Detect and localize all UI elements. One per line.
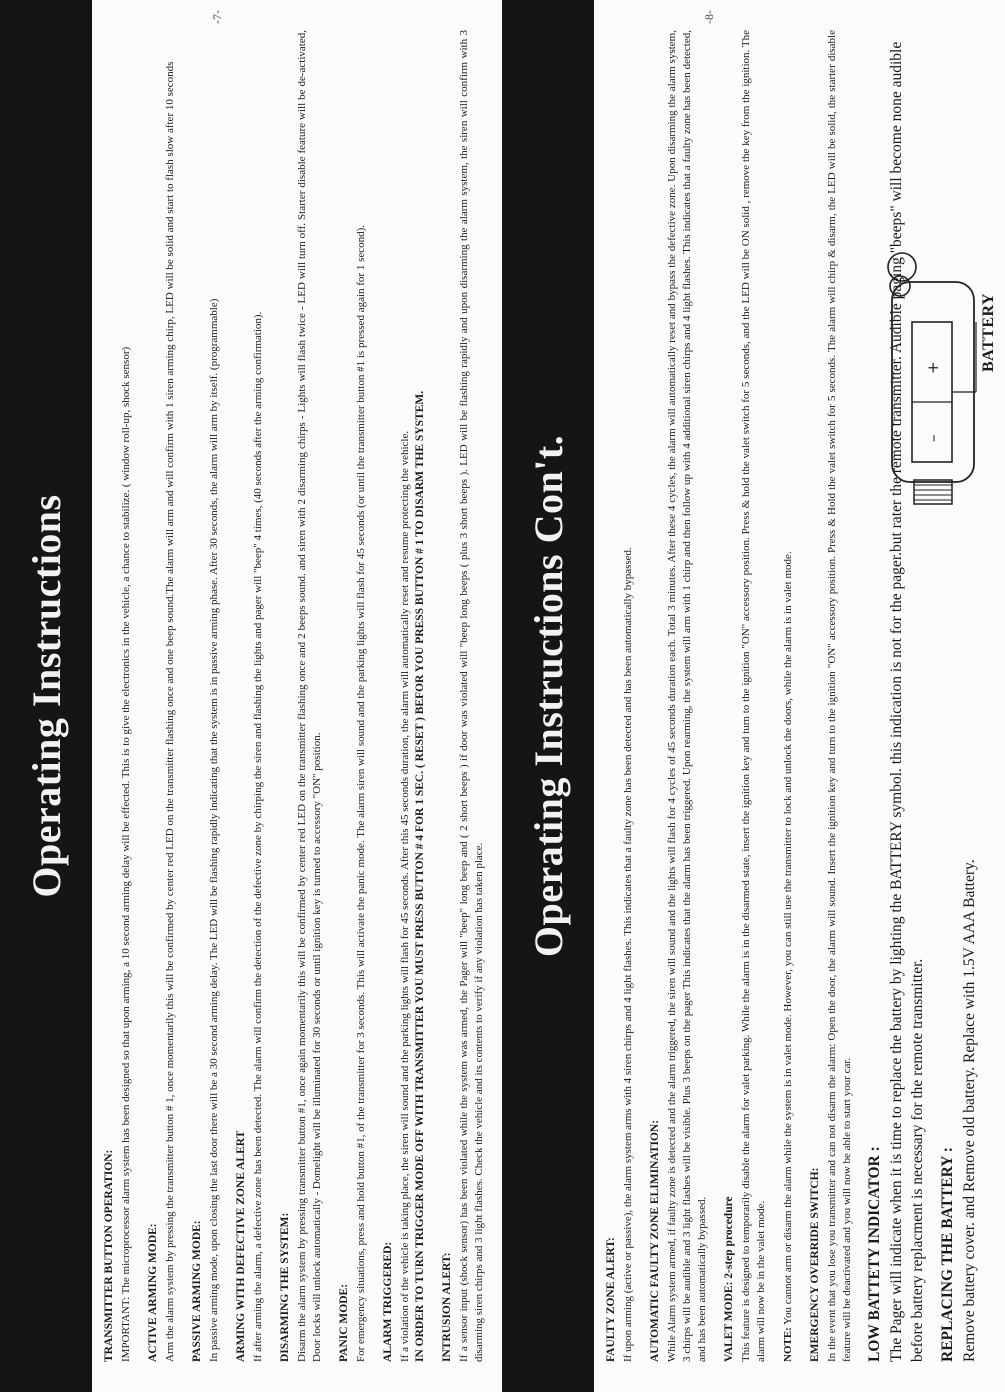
section-heading: ALARM TRIGGERED: <box>382 1241 394 1362</box>
section-transmitter-button-operation <box>102 30 134 1362</box>
section-emergency-override-switch <box>808 30 855 1362</box>
section-valet-mode <box>722 30 769 1362</box>
section-heading: FAULTY ZONE ALERT: <box>605 1237 617 1362</box>
section-disarming-the-system <box>278 30 325 1362</box>
section-alarm-triggered <box>381 30 428 1362</box>
note-label: NOTE: <box>782 1327 794 1362</box>
page-title: Operating Instructions Con't. <box>502 0 594 1392</box>
battery-minus: – <box>924 434 942 442</box>
section-intrusion-alert <box>440 30 487 1362</box>
section-active-arming-mode <box>146 30 178 1362</box>
battery-illustration <box>882 232 982 522</box>
section-heading: DISARMING THE SYSTEM: <box>279 1212 291 1362</box>
section-body: If upon arming (active or passive), the alarm system arms with 4 siren chirps and 4 light flashes. This indicates that a faulty zone has been detected and has been automatically bypassed. <box>622 547 634 1362</box>
section-body: If a sensor input (shock sensor) has been violated while the system was armed, the Pager will "beep" long beep and ( 2 short beeps ) if door was violated will "beep long beeps ( plus 3 short beeps ). LED will be flashing rapidly and upon disarming the alarm system, the siren will confirm with 3 disarming siren chirps and 3 light flashes. Check the vehicle and its contents to verify if any violation has taken place. <box>458 30 485 1362</box>
section-heading: LOW BATTETY INDICATOR : <box>866 1146 883 1362</box>
section-heading: INTRUSION ALERT: <box>441 1252 453 1362</box>
page-number: -7- <box>210 10 224 24</box>
section-faulty-zone-alert <box>604 30 636 1362</box>
section-body: This feature is designed to temporarily disable the alarm for valet parking. While the alarm is in the disarmed state, insert the ignition key and turn to the ignition "ON" accessory position. Press & hold the valet switch for 5 seconds, and the LED will be ON solid , remove the key from the ignition. The alarm will now be in the valet mode. <box>740 30 767 1362</box>
section-heading: TRANSMITTER BUTTON OPERATION: <box>103 1149 115 1362</box>
section-body: In passive arming mode, upon closing the last door there will be a 30 second arming delay. The LED will be flashing rapidly indicating that the system is in passive arming phase. After 30 seconds, the alarm will arm by itself. (programmable) <box>208 298 220 1362</box>
section-body: Disarm the alarm system by pressing transmitter button #1, once again momentarily this will be confirmed by center red LED on the transmitter flashing once and 2 beeps sound. and siren with 2 disarming chirps - Lights will flash twice - LED will turn off. Starter disable feature will be de-activated, Door locks will unlock automatically - Domelight will be illuminated for 30 seconds or until ignition key is turned to accessory "ON" position. <box>296 30 323 1362</box>
left-page-content <box>102 30 484 1362</box>
section-passive-arming-mode <box>190 30 222 1362</box>
left-page <box>0 0 502 1392</box>
section-body: Arm the alarm system by pressing the transmitter button # 1, once momentarily this will be confirmed by center red LED on the transmitter flashing once and one beep sound.The alarm will arm and will confirm with 1 siren arming chirp, LED will be solid and start to flash slow after 10 seconds <box>164 61 176 1362</box>
section-arming-with-defective-zone <box>234 30 266 1362</box>
page-title: Operating Instructions <box>0 0 92 1392</box>
section-body: For emergency situations, press and hold button #1, of the transmitter for 3 seconds. This will activate the panic mode. The alarm siren will sound and the parking lights will flash for 45 seconds (or until the transmitter button #1 is pressed again for 1 second). <box>355 224 367 1362</box>
section-panic-mode <box>337 30 369 1362</box>
section-body: If a violation of the vehicle is taking place, the siren will sound and the parking lights will flash for 45 seconds. After this 45 seconds duration, the alarm will automatically reset and resume protecting the vehicle. <box>399 430 411 1362</box>
section-automatic-faulty-zone-elimination <box>648 30 710 1362</box>
section-body: The Pager will indicate when it is time to replace the battery by lighting the BATTERY symbol. this indication is not for the pager.but rater the remote transmitter. Audible paging "beeps" will become none audible before battery replacment is necessary for the remote transmitter. <box>888 41 926 1362</box>
section-heading: PANIC MODE: <box>338 1283 350 1362</box>
section-body: IMPORTANT: The microprocessor alarm system has been designed so that upon arming, a 10 second arming delay will be effected. This is to give the electronics in the vehicle, a chance to stabilize. ( window roll-up, shock sensor) <box>120 346 132 1362</box>
battery-diagram <box>882 232 997 522</box>
section-low-battery-indicator <box>867 30 928 1362</box>
section-heading: PASSIVE ARMING MODE: <box>191 1220 203 1362</box>
note-text: You cannot arm or disarm the alarm while the system is in valet mode. However, you can still use the transmitter to lock and unlock the doors, while the alarm is in valet mode. <box>782 551 794 1325</box>
right-page <box>502 0 1005 1392</box>
section-heading: AUTOMATIC FAULTY ZONE ELIMINATION: <box>649 1119 661 1362</box>
section-heading: REPLACING THE BATTERY : <box>939 1147 956 1362</box>
section-body: If after arming the alarm, a defective zone has been detected. The alarm will confirm the detection of the defective zone by chirping the siren and flashing the lights and pager will "beep" 4 times, (40 seconds after the arming confirmation). <box>252 311 264 1362</box>
section-body: While Alarm system armed, if faulty zone is detected and the alarm triggered, the siren will sound and the lights will flash for 4 cycles of 45 seconds duration each. Total 3 minutes. After these 4 cycles, the alarm will automatically reset and bypass the defective zone. Upon disarming the alarm system, 3 chirps will be audible and 3 light flashes will be visible. Plus 3 beeps on the pager This indicates that the alarm has been triggered. Upon rearming, the system will arm with 1 chirp and then follow up with 4 additional siren chirps and 4 light flashes. This indicates that a faulty zone has been detected, and has been automatically bypassed. <box>666 30 708 1362</box>
battery-plus: + <box>924 361 942 374</box>
section-body: In the event that you lose you transmitter and can not disarm the alarm: Open the door, the alarm will sound. Insert the ignition key and turn to the ignition "ON" accessory position. Press & Hold the valet switch for 5 seconds. The alarm will chirp & disarm, the LED will be solid, the starter disable feature will be deactivated and you will now be able to start your car. <box>826 30 853 1362</box>
section-heading: ARMING WITH DEFECTIVE ZONE ALERT <box>235 1130 247 1362</box>
section-warning: IN ORDER TO TURN TRIGGER MODE OFF WITH TRANSMITTER YOU MUST PRESS BUTTON # 4 FOR 1 SEC. ( RESET ) BEFOR YOU PRESS BUTTON # 1 TO DISARM THE SYSTEM. <box>414 390 426 1362</box>
right-page-content <box>604 30 987 1362</box>
battery-label: BATTERY <box>980 292 997 372</box>
section-replacing-the-battery <box>940 30 980 1362</box>
section-heading: VALET MODE: 2-step procedure <box>723 1196 735 1362</box>
section-note <box>781 30 796 1362</box>
section-body: Remove battery cover. and Remove old battery. Replace with 1.5V AAA Battery. <box>961 859 978 1362</box>
section-heading: ACTIVE ARMING MODE: <box>147 1223 159 1362</box>
section-heading: EMERGENCY OVERRIDE SWITCH: <box>809 1167 821 1362</box>
section-body <box>781 30 796 1362</box>
remote-body-icon <box>892 282 974 482</box>
page-number: -8- <box>702 10 716 24</box>
